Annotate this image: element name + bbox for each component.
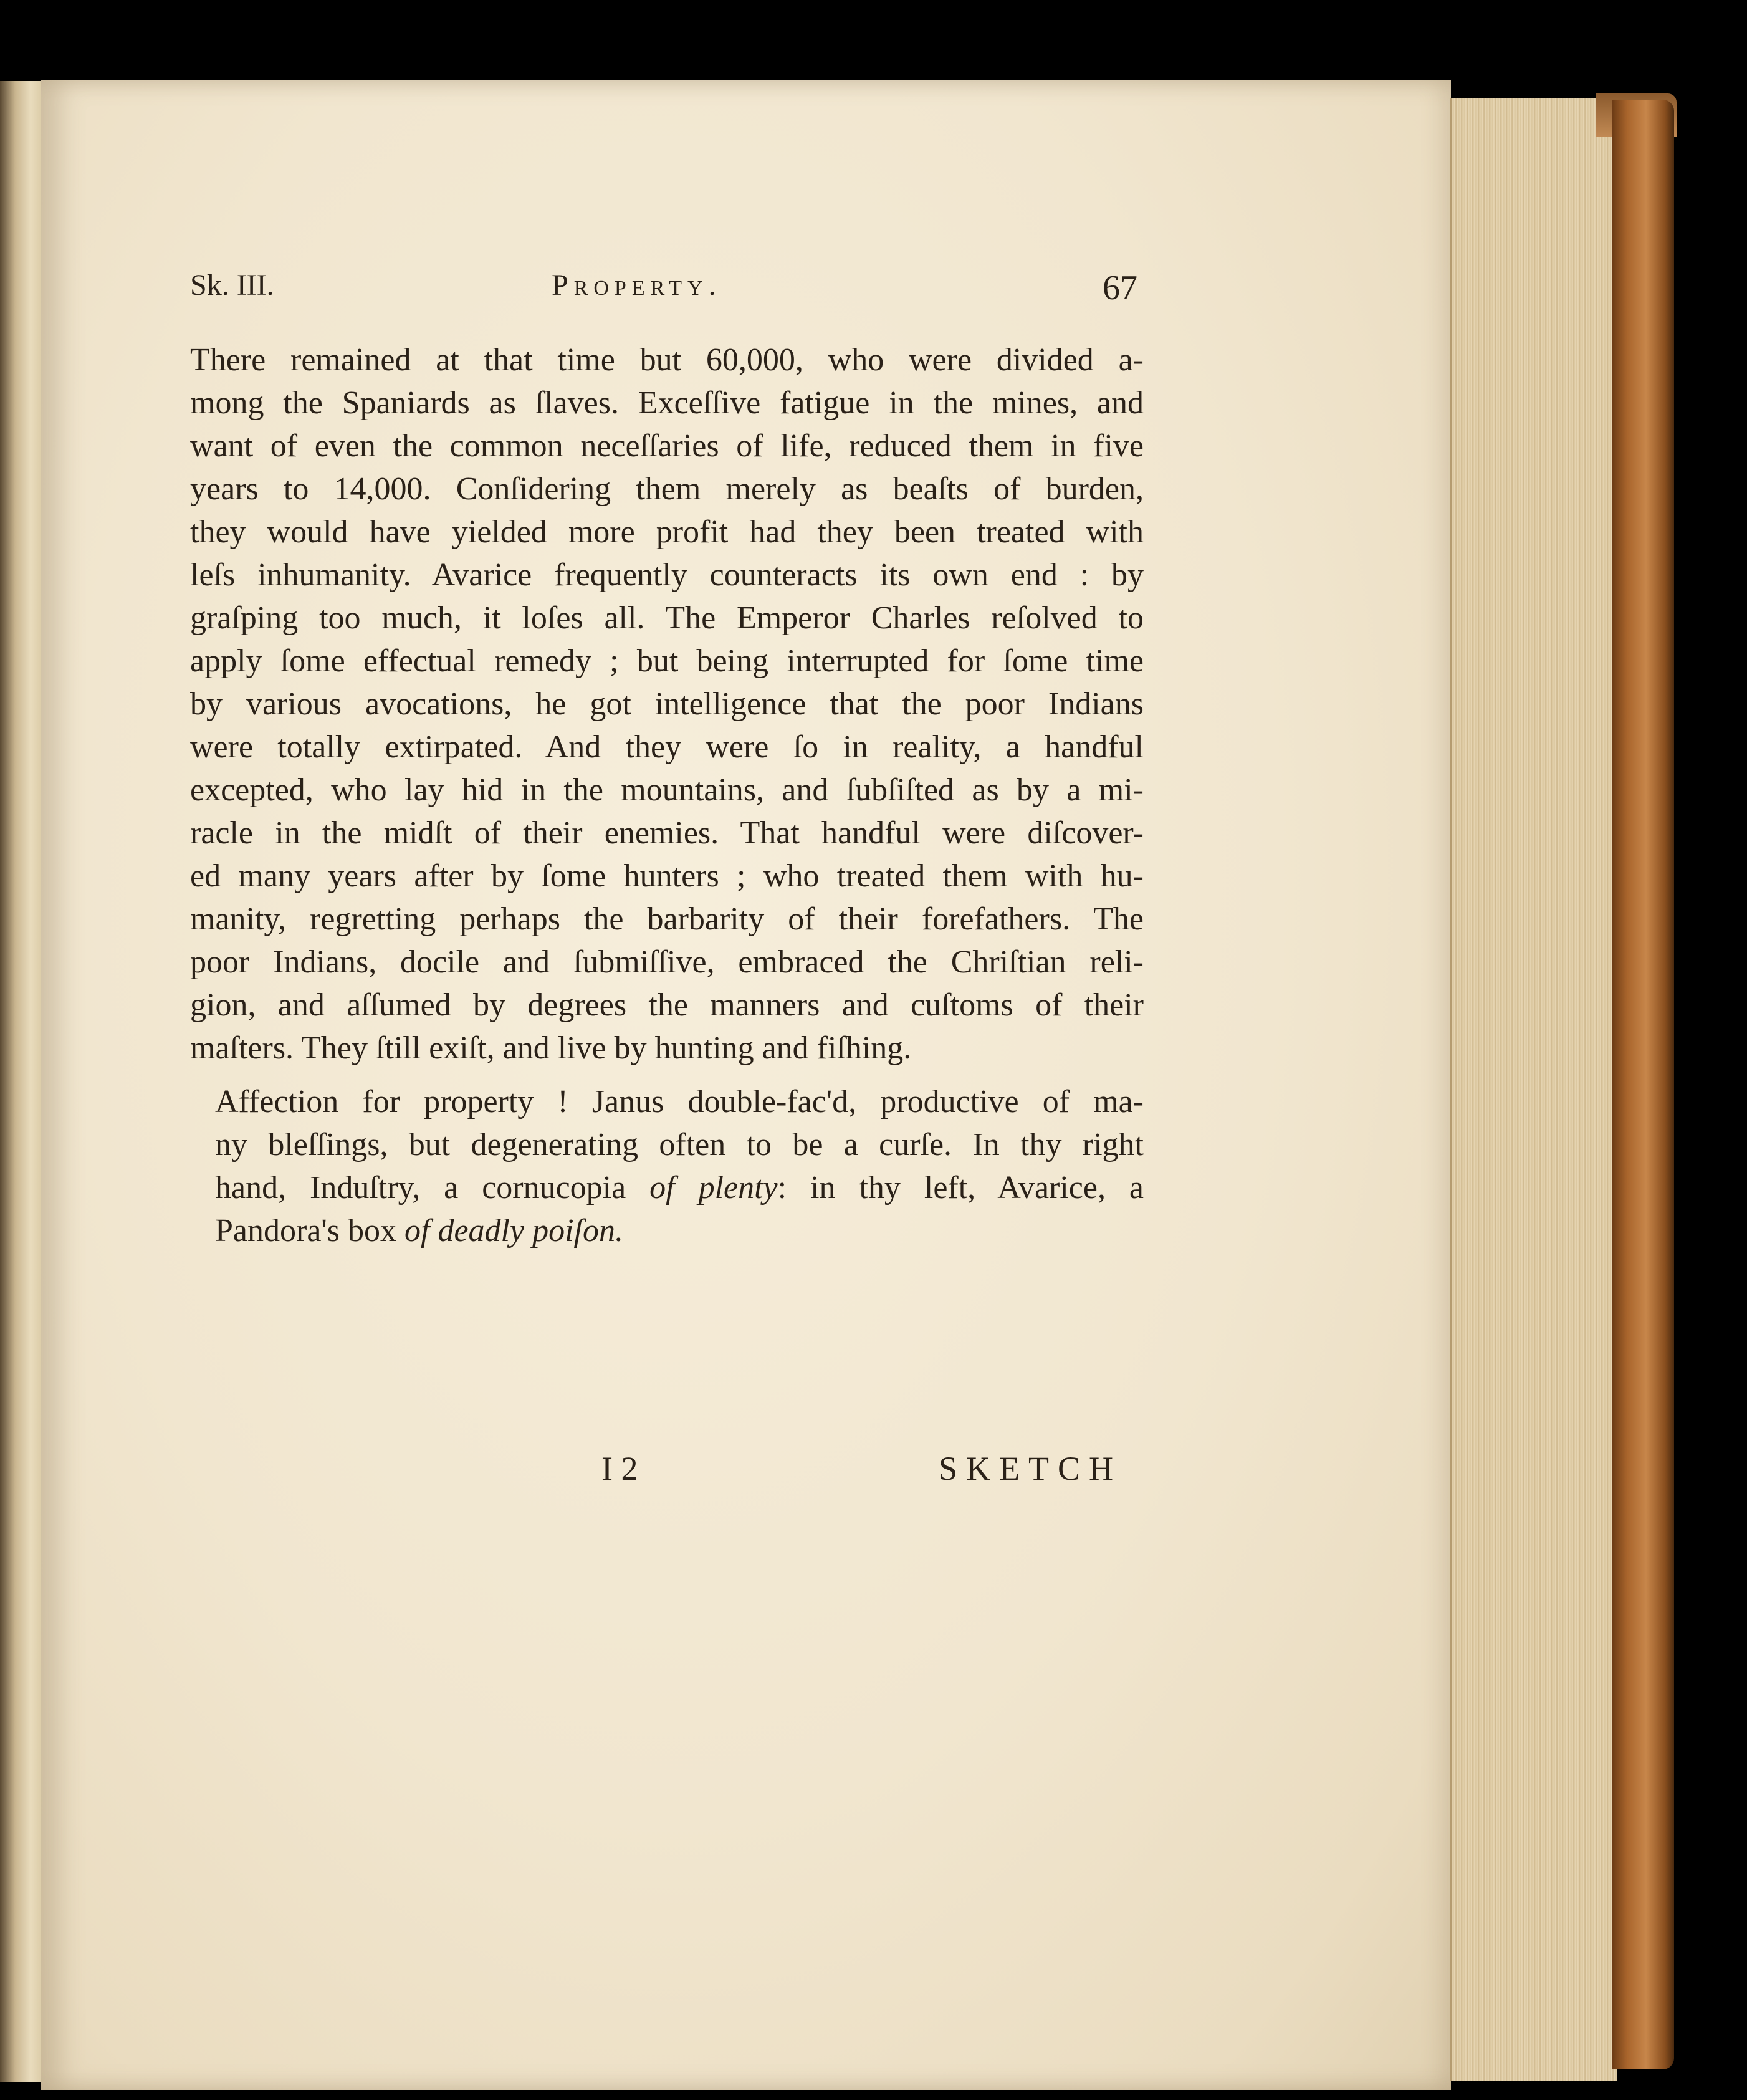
text-line: racle in the midſt of their enemies. That handful were diſcover- <box>190 815 1144 851</box>
text-run: : in thy left, Avarice, a <box>777 1170 1144 1206</box>
page-number: 67 <box>1103 269 1137 307</box>
page-heading: Property. <box>552 269 722 302</box>
text-line: graſping too much, it loſes all. The Emperor Charles reſolved to <box>190 600 1144 636</box>
text-line: ed many years after by ſome hunters ; who treated them with hu- <box>190 858 1144 894</box>
text-line: Affection for property ! Janus double-fac'd, productive of ma- <box>215 1084 1144 1120</box>
paragraph-1 <box>190 338 1144 1070</box>
text-line: apply ſome effectual remedy ; but being interrupted for ſome time <box>190 643 1144 679</box>
catchword: SKETCH <box>938 1450 1122 1487</box>
text-line: There remained at that time but 60,000, who were divided a- <box>190 342 1144 378</box>
text-line: they would have yielded more profit had they been treated with <box>190 514 1144 550</box>
text-line: years to 14,000. Conſidering them merely as beaſts of burden, <box>190 471 1144 507</box>
text-run: hand, Induſtry, a cornucopia <box>215 1170 650 1206</box>
section-label: Sk. III. <box>190 269 274 302</box>
paragraph-2 <box>190 1080 1144 1252</box>
text-line: gion, and aſſumed by degrees the manners and cuſtoms of their <box>190 987 1144 1023</box>
text-line: mong the Spaniards as ſlaves. Exceſſive fatigue in the mines, and <box>190 385 1144 421</box>
text-line: manity, regretting perhaps the barbarity of their forefathers. The <box>190 901 1144 937</box>
text-line: were totally extirpated. And they were ſo in reality, a handful <box>190 729 1144 765</box>
text-line: want of even the common neceſſaries of life, reduced them in five <box>190 428 1144 464</box>
previous-page-edge <box>0 81 45 2082</box>
signature-mark: I 2 <box>601 1450 638 1487</box>
italic-run: of plenty <box>649 1170 778 1206</box>
running-head <box>190 268 1137 312</box>
text-line: ny bleſſings, but degenerating often to be a curſe. In thy right <box>215 1127 1144 1163</box>
text-line <box>190 1166 1144 1209</box>
text-line: maſters. They ſtill exiſt, and live by hunting and fiſhing. <box>190 1030 912 1066</box>
text-run: Pandora's box <box>215 1213 405 1249</box>
text-line <box>190 1209 1144 1252</box>
text-line: leſs inhumanity. Avarice frequently counteracts its own end : by <box>190 557 1144 593</box>
text-line: poor Indians, docile and ſubmiſſive, embraced the Chriſtian reli- <box>190 944 1144 980</box>
text-line: excepted, who lay hid in the mountains, and ſubſiſted as by a mi- <box>190 772 1144 808</box>
italic-run: of deadly poiſon. <box>404 1213 623 1249</box>
leather-cover <box>1612 100 1674 2069</box>
page-block-edges <box>1450 98 1617 2081</box>
text-line: by various avocations, he got intelligence that the poor Indians <box>190 686 1144 722</box>
